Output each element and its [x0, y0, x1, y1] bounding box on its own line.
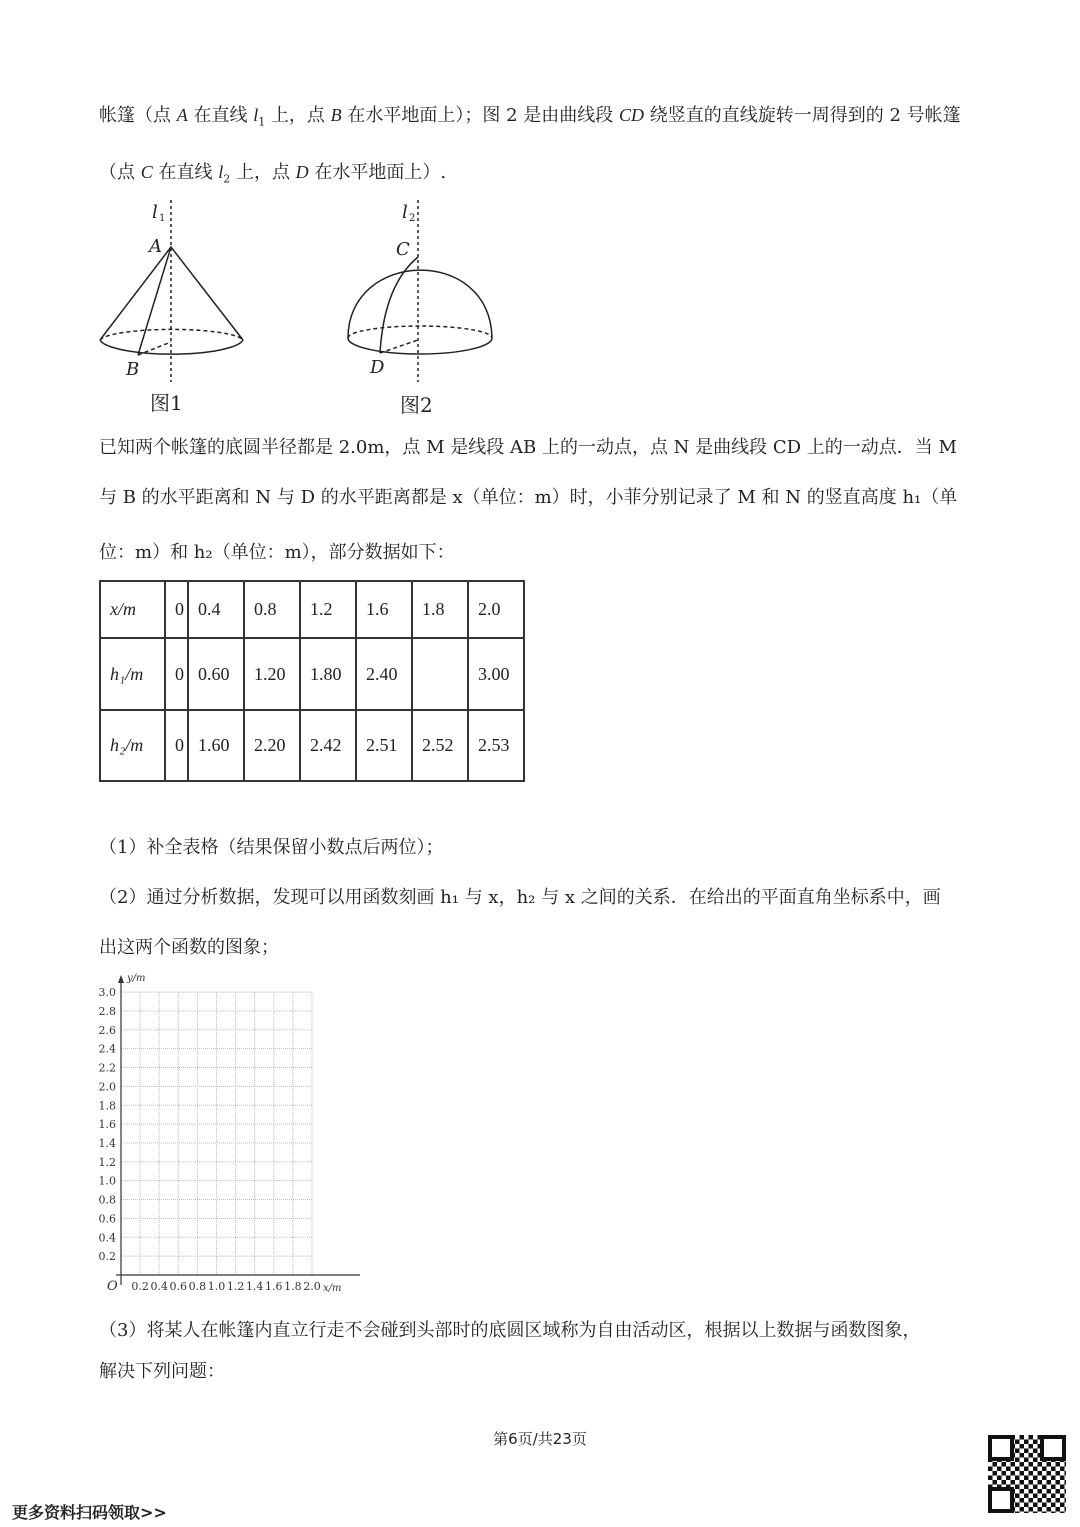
data-table [99, 580, 525, 782]
row-header: x/m [100, 581, 165, 638]
x-tick-label: 0.6 [169, 1280, 188, 1293]
y-tick-label: 1.6 [98, 1118, 116, 1132]
figure-caption: 图1 [150, 391, 183, 415]
table-cell: 0.4 [188, 581, 244, 638]
y-tick-label: 0.8 [98, 1193, 116, 1207]
svg-text:2: 2 [409, 213, 416, 224]
x-tick-label: 1.2 [226, 1280, 245, 1293]
x-tick-label: 2.0 [303, 1280, 321, 1293]
table-cell: 0 [165, 638, 188, 710]
question-1: （1）补全表格（结果保留小数点后两位）； [99, 837, 444, 858]
y-tick-label: 1.4 [98, 1136, 116, 1150]
x-tick-label: 0.2 [131, 1280, 149, 1293]
table-row [100, 581, 524, 638]
figure-cone [90, 190, 270, 420]
table-cell: 1.80 [300, 638, 356, 710]
page-number: 第6页/共23页 [493, 1430, 587, 1448]
table-cell: 2.53 [468, 710, 524, 781]
x-tick-label: 0.8 [188, 1280, 207, 1293]
x-tick-label: 1.0 [207, 1280, 226, 1293]
y-tick-label: 3.0 [98, 986, 116, 1000]
table-row [100, 638, 524, 710]
more-resources-link[interactable]: 更多资料扫码领取>> [12, 1503, 167, 1522]
table-cell: 0.8 [244, 581, 300, 638]
table-cell: 1.60 [188, 710, 244, 781]
svg-text:1: 1 [159, 213, 166, 224]
coordinate-grid [90, 960, 360, 1300]
y-tick-label: 1.2 [98, 1155, 116, 1169]
table-cell: 0.60 [188, 638, 244, 710]
figure-hemisphere [340, 190, 510, 420]
qr-code [988, 1435, 1066, 1513]
x-tick-label: 1.8 [284, 1280, 302, 1293]
text-line: 与 B 的水平距离和 N 与 D 的水平距离都是 x（单位：m）时，小菲分别记录了 M 和 N 的竖直高度 h₁（单 [99, 487, 958, 508]
axis-label-l2: l [402, 202, 408, 223]
table-cell: 2.42 [300, 710, 356, 781]
text-line: （点 C 在直线 $l_2$ 上，点 D 在水平地面上）. [99, 162, 447, 186]
y-tick-label: 0.2 [98, 1250, 116, 1264]
table-cell: 1.20 [244, 638, 300, 710]
table-cell: 2.20 [244, 710, 300, 781]
x-tick-label: 1.6 [265, 1280, 283, 1293]
x-tick-label: 0.4 [150, 1280, 168, 1293]
table-row [100, 710, 524, 781]
table-cell: 2.0 [468, 581, 524, 638]
y-tick-label: 1.8 [98, 1099, 116, 1113]
point-c-label: C [396, 239, 410, 260]
figure-caption: 图2 [400, 393, 433, 417]
text-line: 已知两个帐篷的底圆半径都是 2.0m，点 M 是线段 AB 上的一动点，点 N 是曲线段 CD 上的一动点．当 M [99, 437, 957, 458]
text-line: 解决下列问题： [99, 1361, 225, 1382]
row-header: h₂/m [100, 710, 165, 781]
table-cell: 2.40 [356, 638, 412, 710]
table-cell: 1.6 [356, 581, 412, 638]
text-line: 帐篷（点 A 在直线 $l_1$ 上，点 B 在水平地面上）；图 2 是由曲线段 CD 绕竖直的直线旋转一周得到的 2 号帐篷 [99, 105, 961, 129]
point-b-label: B [126, 359, 140, 380]
point-d-label: D [370, 357, 385, 378]
origin-label: O [107, 1279, 118, 1294]
y-tick-label: 2.6 [98, 1023, 116, 1037]
text-line: 出这两个函数的图象； [99, 937, 279, 958]
table-cell: 0 [165, 710, 188, 781]
table-cell: 2.52 [412, 710, 468, 781]
point-a-label: A [149, 236, 162, 257]
table-cell [412, 638, 468, 710]
y-tick-label: 2.4 [98, 1042, 116, 1056]
table-cell: 1.8 [412, 581, 468, 638]
y-axis-arrow [118, 975, 124, 983]
y-tick-label: 2.8 [98, 1004, 116, 1018]
axis-label-l1: l [152, 202, 158, 223]
y-tick-label: 2.0 [98, 1080, 116, 1094]
y-tick-label: 1.0 [98, 1174, 116, 1188]
x-axis-label: x/m [323, 1283, 342, 1294]
row-header: h₁/m [100, 638, 165, 710]
y-tick-label: 0.6 [98, 1212, 116, 1226]
table-cell: 0 [165, 581, 188, 638]
y-tick-label: 2.2 [98, 1061, 116, 1075]
text-line: 位：m）和 h₂（单位：m），部分数据如下： [99, 542, 455, 563]
question-3: （3）将某人在帐篷内直立行走不会碰到头部时的底圆区域称为自由活动区，根据以上数据与函数图象， [99, 1320, 921, 1341]
x-tick-label: 1.4 [245, 1280, 264, 1293]
table-cell: 3.00 [468, 638, 524, 710]
table-cell: 1.2 [300, 581, 356, 638]
y-tick-label: 0.4 [98, 1231, 116, 1245]
table-cell: 2.51 [356, 710, 412, 781]
y-axis-label: y/m [127, 973, 146, 984]
question-2: （2）通过分析数据，发现可以用函数刻画 h₁ 与 x，h₂ 与 x 之间的关系．在给出的平面直角坐标系中，画 [99, 887, 941, 908]
